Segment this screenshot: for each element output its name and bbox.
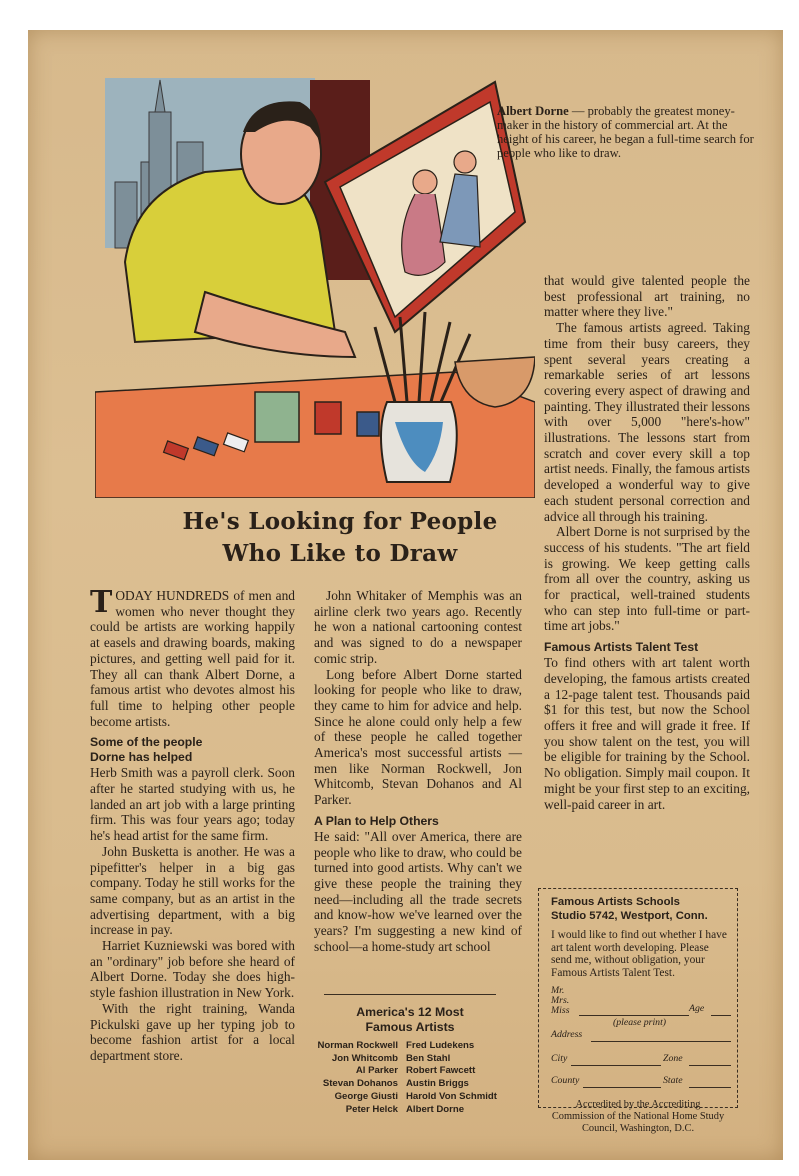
state-field[interactable] (689, 1087, 731, 1088)
artists-list-title (305, 1005, 515, 1035)
artist-name-right: Harold Von Schmidt (406, 1090, 497, 1102)
label-miss: Miss (551, 1005, 570, 1017)
label-address: Address (551, 1029, 583, 1041)
artists-list-title-1: America's 12 Most (356, 1005, 464, 1019)
headline-line-1: He's Looking for People (182, 508, 498, 535)
label-city: City (551, 1053, 568, 1065)
paragraph-herb-smith: Herb Smith was a payroll clerk. Soon after he started studying with us, he landed an art job with a large printing firm. This was four years ago; today he's head artist for the same firm. (90, 765, 295, 844)
artist-name-left: Norman Rockwell (317, 1040, 398, 1051)
artist-name-right: Fred Ludekens (406, 1040, 475, 1051)
paragraph-harriet: Harriet Kuzniewski was bored with an "ordinary" job before she heard of Albert Dorne. Today she does high-style fashion illustration in New York. (90, 938, 295, 1001)
artist-row (306, 1065, 526, 1078)
address-field[interactable] (591, 1041, 731, 1042)
intro-lead: ODAY HUNDREDS (115, 588, 230, 603)
label-mr: Mr. (551, 985, 565, 997)
artists-list (306, 1040, 526, 1116)
subhead-plan: A Plan to Help Others (314, 813, 439, 828)
drop-cap: T (90, 585, 113, 620)
column-1 (90, 585, 295, 1064)
age-field[interactable] (711, 1015, 731, 1016)
artist-row (306, 1040, 526, 1053)
artist-row (306, 1078, 526, 1091)
city-field[interactable] (571, 1065, 661, 1066)
coupon-title-1: Famous Artists Schools (551, 896, 680, 908)
artist-row (306, 1053, 526, 1066)
albert-dorne-illustration (95, 72, 535, 498)
headline-line-2: Who Like to Draw (222, 540, 458, 567)
paragraph-wanda: With the right training, Wanda Pickulski gave up her typing job to become fashion artist for a local department store. (90, 1000, 295, 1063)
artist-name-left: Jon Whitcomb (331, 1052, 398, 1064)
artists-divider (324, 994, 496, 995)
coupon-title-2: Studio 5742, Westport, Conn. (551, 910, 708, 922)
artist-name-left: Peter Helck (345, 1103, 398, 1115)
column-2 (314, 588, 522, 954)
artist-name-right: Albert Dorne (406, 1103, 465, 1115)
label-county: County (551, 1075, 580, 1087)
label-please-print: (please print) (613, 1017, 667, 1029)
caption-text: — probably the greatest money-maker in the history of commercial art. At the height of his career, he began a full-time search for people who like to draw. (497, 104, 754, 160)
photo-caption (497, 104, 759, 160)
paragraph-john-whitaker: John Whitaker of Memphis was an airline clerk two years ago. Recently he won a national cartooning contest and was signed to do a newspaper comic strip. (314, 588, 522, 666)
intro-paragraph: TODAY HUNDREDS of men and women who never thought they could be artists are working happily at easels and drawing boards, making pictures, and getting well paid for it. They all can thank Albert Dorne, a famous artist who devotes almost his full time to helping other people become artists. (90, 585, 295, 729)
paragraph-not-surprised: Albert Dorne is not surprised by the success of his students. "The art field is growing. We keep getting calls from all over the country, asking us for practical, well-trained students who can step into full-time or part-time art jobs." (544, 524, 750, 634)
zone-field[interactable] (689, 1065, 731, 1066)
label-state: State (663, 1075, 683, 1087)
artist-name-left: George Giusti (334, 1090, 398, 1102)
paragraph-long-before: Long before Albert Dorne started looking for people who like to draw, they came to him for advice and help. Since he alone could only help a few of these people he called together America's most successful artists —men like Norman Rockwell, Jon Whitcomb, Stevan Dohanos and Al Parker. (314, 666, 522, 808)
paragraph-continued: that would give talented people the best professional art training, no matter where they live." (544, 273, 750, 320)
paragraph-artists-agreed: The famous artists agreed. Taking time from their busy careers, they spent several years creating a remarkable series of art lessons covering every aspect of drawing and painting. They illustrated their lessons with over 5,000 "here's-how" illustrations. The lessons start from scratch and cover every skill a top artist needs. Finally, the famous artists developed a wonderful way to give each student personal correction and advice all through his training. (544, 320, 750, 524)
artist-row (306, 1104, 526, 1117)
label-zone: Zone (663, 1053, 683, 1065)
artist-name-right: Austin Briggs (406, 1078, 469, 1090)
coupon-body: I would like to find out whether I have art talent worth developing. Please send me, without obligation, your Famous Artists Talent Test. (551, 929, 727, 979)
artist-name-right: Robert Fawcett (406, 1065, 476, 1077)
label-age: Age (689, 1003, 705, 1015)
column-3 (544, 273, 750, 812)
name-field[interactable] (579, 1015, 689, 1016)
paragraph-john-busketta: John Busketta is another. He was a pipefitter's helper in a big gas company. Today he still works for the same company, but as an artist in the advertising department, with a big increase in pay. (90, 843, 295, 938)
label-mrs: Mrs. (551, 995, 570, 1007)
coupon-accreditation: Accredited by the Accrediting Commission of the National Home Study Council, Washington, D.C. (551, 1099, 725, 1134)
paragraph-he-said: He said: "All over America, there are people who like to draw, who could be turned into good artists. Why can't we give these people the training they need—including all the trade secrets and know-how we've learned over the years? I'm suggesting a new kind of school—a home-study art school (314, 828, 522, 954)
county-field[interactable] (583, 1087, 661, 1088)
subhead-talent-test: Famous Artists Talent Test (544, 640, 699, 655)
artist-name-right: Ben Stahl (406, 1052, 451, 1064)
subhead-people-helped-1: Some of the people (90, 735, 203, 750)
mail-coupon[interactable] (538, 888, 738, 1134)
paragraph-talent-test: To find others with art talent worth developing, the famous artists created a 12-page talent test. Thousands paid $1 for this test, but now the School offers it free and will grade it free. If you show talent on the test, you will be eligible for training by the School. No obligation. Simply mail coupon. It might be your first step to an exciting, well-paid career in art. (544, 655, 750, 812)
caption-name: Albert Dorne (497, 104, 569, 118)
artist-name-left: Stevan Dohanos (322, 1078, 398, 1090)
subhead-people-helped-2: Dorne has helped (90, 750, 193, 765)
artists-list-title-2: Famous Artists (365, 1020, 455, 1034)
artist-row (306, 1091, 526, 1104)
artist-name-left: Al Parker (355, 1065, 398, 1077)
